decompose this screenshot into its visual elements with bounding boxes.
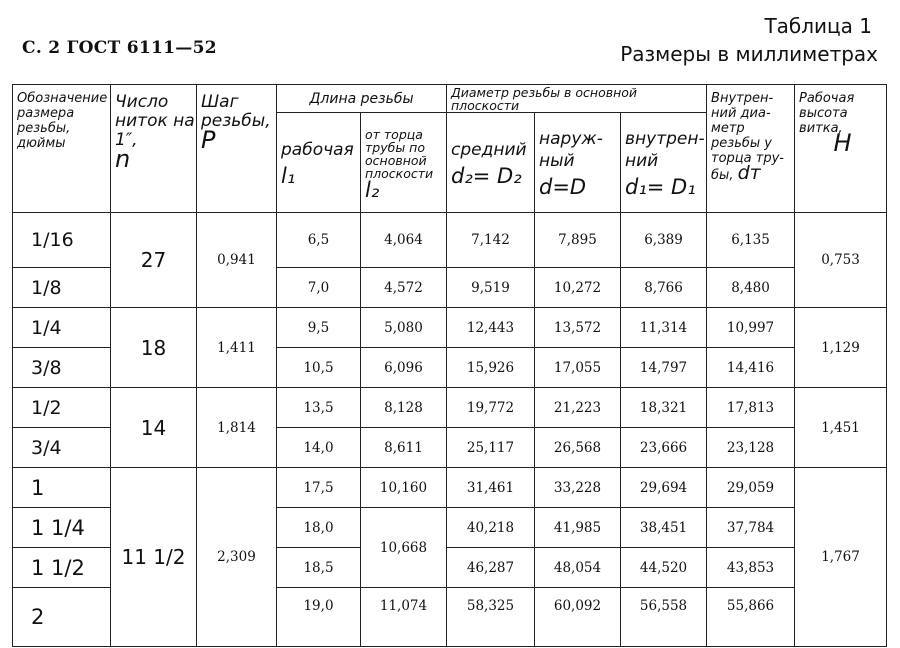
table-row <box>13 308 887 348</box>
height-cell: 1,129 <box>795 308 887 388</box>
pitch-cell: 1,814 <box>197 388 277 468</box>
d-cell: 41,985 <box>535 508 621 548</box>
l2-cell: 4,572 <box>361 268 447 308</box>
d2-cell: 7,142 <box>447 213 535 268</box>
dt-cell: 23,128 <box>707 428 795 468</box>
size-cell: 3/8 <box>13 348 111 388</box>
header-mean-diameter: средний d₂= D₂ <box>447 113 535 213</box>
dt-cell: 37,784 <box>707 508 795 548</box>
thread-dimensions-table <box>12 84 887 647</box>
d-cell: 17,055 <box>535 348 621 388</box>
height-cell: 1,767 <box>795 468 887 647</box>
threads-cell: 18 <box>111 308 197 388</box>
header-working-length: рабочая l₁ <box>277 113 361 213</box>
d1-cell: 29,694 <box>621 468 707 508</box>
pitch-cell: 2,309 <box>197 468 277 647</box>
header-pitch: Шаг резьбы, P <box>197 85 277 213</box>
d1-cell: 6,389 <box>621 213 707 268</box>
height-cell: 0,753 <box>795 213 887 308</box>
table-number: Таблица 1 <box>764 14 872 38</box>
table-row <box>13 388 887 428</box>
size-cell: 1 <box>13 468 111 508</box>
l1-cell: 13,5 <box>277 388 361 428</box>
l2-cell: 8,128 <box>361 388 447 428</box>
l1-cell: 7,0 <box>277 268 361 308</box>
d-cell: 33,228 <box>535 468 621 508</box>
d-cell: 21,223 <box>535 388 621 428</box>
dt-cell: 55,866 <box>707 588 795 647</box>
size-cell: 1/8 <box>13 268 111 308</box>
units-note: Размеры в миллиметрах <box>620 42 878 66</box>
header-outer-diameter: наруж-ный d=D <box>535 113 621 213</box>
table-row <box>13 468 887 508</box>
d-cell: 26,568 <box>535 428 621 468</box>
header-threads-per-inch: Число ниток на 1″, n <box>111 85 197 213</box>
dt-cell: 43,853 <box>707 548 795 588</box>
l2-cell: 11,074 <box>361 588 447 647</box>
d1-cell: 56,558 <box>621 588 707 647</box>
pitch-cell: 1,411 <box>197 308 277 388</box>
dt-cell: 14,416 <box>707 348 795 388</box>
d2-cell: 40,218 <box>447 508 535 548</box>
header-designation: Обозначение размера резьбы, дюймы <box>13 85 111 213</box>
d-cell: 60,092 <box>535 588 621 647</box>
l1-cell: 19,0 <box>277 588 361 647</box>
size-cell: 1 1/4 <box>13 508 111 548</box>
size-cell: 1/4 <box>13 308 111 348</box>
d1-cell: 18,321 <box>621 388 707 428</box>
size-cell: 3/4 <box>13 428 111 468</box>
d-cell: 10,272 <box>535 268 621 308</box>
pitch-cell: 0,941 <box>197 213 277 308</box>
l1-cell: 14,0 <box>277 428 361 468</box>
d2-cell: 19,772 <box>447 388 535 428</box>
threads-cell: 11 1/2 <box>111 468 197 647</box>
l2-cell: 5,080 <box>361 308 447 348</box>
l1-cell: 9,5 <box>277 308 361 348</box>
header-thread-diameter: Диаметр резьбы в основной плоскости <box>447 85 707 113</box>
size-cell: 1/2 <box>13 388 111 428</box>
table-caption <box>620 12 878 68</box>
dt-cell: 8,480 <box>707 268 795 308</box>
d-cell: 7,895 <box>535 213 621 268</box>
height-cell: 1,451 <box>795 388 887 468</box>
l2-cell: 6,096 <box>361 348 447 388</box>
l1-cell: 10,5 <box>277 348 361 388</box>
d1-cell: 8,766 <box>621 268 707 308</box>
l2-cell: 8,611 <box>361 428 447 468</box>
header-inner-diameter: внутрен-ний d₁= D₁ <box>621 113 707 213</box>
header-length-from-end: от торца трубы по основной плоскости l₂ <box>361 113 447 213</box>
l2-cell: 10,160 <box>361 468 447 508</box>
l1-cell: 18,0 <box>277 508 361 548</box>
l1-cell: 18,5 <box>277 548 361 588</box>
threads-cell: 14 <box>111 388 197 468</box>
d2-cell: 12,443 <box>447 308 535 348</box>
d2-cell: 15,926 <box>447 348 535 388</box>
threads-cell: 27 <box>111 213 197 308</box>
d1-cell: 14,797 <box>621 348 707 388</box>
dt-cell: 17,813 <box>707 388 795 428</box>
dt-cell: 29,059 <box>707 468 795 508</box>
d1-cell: 38,451 <box>621 508 707 548</box>
d1-cell: 44,520 <box>621 548 707 588</box>
d2-cell: 9,519 <box>447 268 535 308</box>
l1-cell: 17,5 <box>277 468 361 508</box>
size-cell: 2 <box>13 588 111 647</box>
header-thread-length: Длина резьбы <box>277 85 447 113</box>
d2-cell: 25,117 <box>447 428 535 468</box>
dt-cell: 10,997 <box>707 308 795 348</box>
l2-cell: 4,064 <box>361 213 447 268</box>
page-header-standard: С. 2 ГОСТ 6111—52 <box>22 38 217 58</box>
d-cell: 13,572 <box>535 308 621 348</box>
l1-cell: 6,5 <box>277 213 361 268</box>
d2-cell: 31,461 <box>447 468 535 508</box>
d1-cell: 23,666 <box>621 428 707 468</box>
size-cell: 1/16 <box>13 213 111 268</box>
d2-cell: 46,287 <box>447 548 535 588</box>
header-inner-diameter-end: Внутрен-ний диа-метр резьбы у торца тру-бы, dт <box>707 85 795 213</box>
header-working-height: Рабочая высота витка, H <box>795 85 887 213</box>
size-cell: 1 1/2 <box>13 548 111 588</box>
table-row <box>13 213 887 268</box>
l2-cell: 10,668 <box>361 508 447 588</box>
d-cell: 48,054 <box>535 548 621 588</box>
dt-cell: 6,135 <box>707 213 795 268</box>
d1-cell: 11,314 <box>621 308 707 348</box>
d2-cell: 58,325 <box>447 588 535 647</box>
